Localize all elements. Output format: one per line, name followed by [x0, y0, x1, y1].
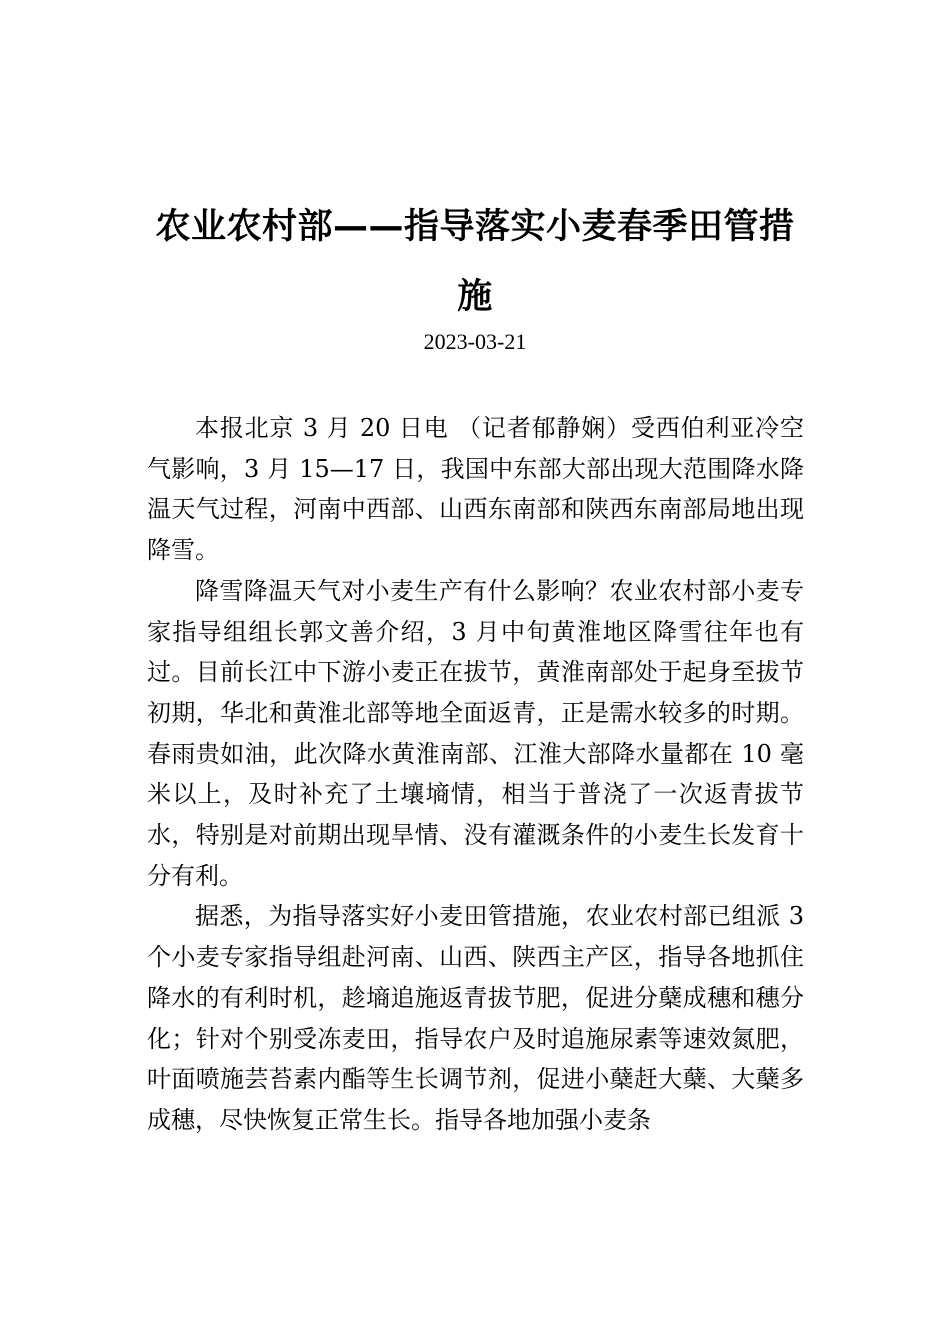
paragraph: 本报北京 3 月 20 日电 （记者郁静娴）受西伯利亚冷空气影响，3 月 15—17 日，我国中东部大部出现大范围降水降温天气过程，河南中西部、山西东南部和陕西东南部局地出现降雪。: [147, 414, 804, 565]
paragraph: 据悉，为指导落实好小麦田管措施，农业农村部已组派 3 个小麦专家指导组赴河南、山西、陕西主产区，指导各地抓住降水的有利时机，趁墒追施返青拔节肥，促进分蘖成穗和穗分化；针对个别受冻麦田，指导农户及时追施尿素等速效氮肥，叶面喷施芸苔素内酯等生长调节剂，促进小蘖赶大蘖、大蘖多成穗，尽快恢复正常生长。指导各地加强小麦条: [147, 902, 804, 1134]
article-body: [147, 408, 804, 1140]
article-title: 农业农村部——指导落实小麦春季田管措施: [155, 207, 795, 317]
article-date: 2023-03-21: [423, 329, 527, 354]
paragraph: 降雪降温天气对小麦生产有什么影响？农业农村部小麦专家指导组组长郭文善介绍，3 月中旬黄淮地区降雪往年也有过。目前长江中下游小麦正在拔节，黄淮南部处于起身至拔节初期，华北和黄淮北部等地全面返青，正是需水较多的时期。春雨贵如油，此次降水黄淮南部、江淮大部降水量都在 10 毫米以上，及时补充了土壤墒情，相当于普浇了一次返青拔节水，特别是对前期出现旱情、没有灌溉条件的小麦生长发育十分有利。: [147, 576, 804, 890]
